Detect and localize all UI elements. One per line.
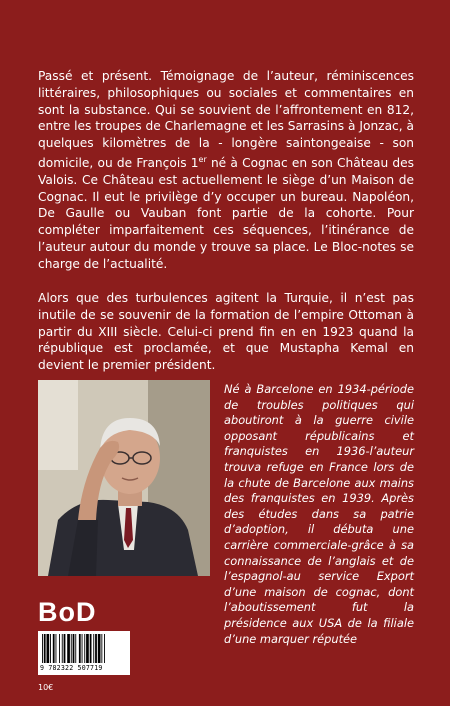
isbn-number: 9 782322 507719 (40, 664, 103, 672)
barcode-bar (53, 634, 55, 663)
barcode-bar (75, 634, 76, 663)
barcode-bar (64, 634, 66, 663)
barcode-bar (82, 634, 83, 663)
barcode-bar (56, 634, 57, 663)
barcode-bar (95, 634, 97, 663)
barcode-bar (71, 634, 72, 663)
barcode-bar (73, 634, 75, 663)
bod-logo: BoD (38, 597, 97, 627)
barcode-bar (79, 634, 81, 663)
author-photo (38, 380, 210, 576)
summary-paragraph-2: Alors que des turbulences agitent la Turquie, il n’est pas inutile de se souvenir de la formation de l’empire Ottoman à partir du XIII siècle. Celui-ci prend fin en en 1923 quand la république est proclamée, et que Mustapha Kemal en devient le premier président. (38, 291, 414, 373)
barcode-bar (104, 634, 105, 663)
barcode-bar (67, 634, 70, 663)
barcode-bar (59, 634, 60, 663)
barcode-bar (62, 634, 63, 663)
barcode-bar (50, 634, 51, 663)
summary-text-part-2: né à Cognac en son Château des Valois. Ce Château est actuellement le siège d’un Maison de Cognac. Il eut le privilège d’y occuper un bureau. Napoléon, De Gaulle ou Vauban font partie de la cohorte. Pour compléter imparfaitement ces séquences, l’itinérance de l’auteur autour du monde y trouve sa place. Le Bloc-notes se charge de l’actualité. (38, 156, 415, 271)
barcode-bar (42, 634, 43, 663)
barcode-bar (101, 634, 102, 663)
barcode-bar (93, 634, 94, 663)
barcode-bar (90, 634, 92, 663)
barcode-bar (86, 634, 89, 663)
author-biography: Né à Barcelone en 1934-période de troubles politiques qui aboutiront à la guerre civile opposant républicains et franquistes en 1936-l’auteur trouva refuge en France lors de la chute de Barcelone aux mains des franquistes en 1939. Après des études dans sa patrie d’adoption, il débuta une carrière commerciale-grâce à sa connaissance de l’anglais et de l’espagnol-au service Export d’une maison de cognac, dont l’aboutissement fut la présidence aux USA de la filiale d’une marquer réputée (224, 382, 414, 646)
barcode-bar (44, 634, 46, 663)
price-label: 10€ (38, 683, 54, 692)
barcode-bar (84, 634, 85, 663)
summary-text-part-1: Passé et présent. Témoignage de l’auteur, réminiscences littéraires, philosophiques ou sociales et commentaires en sont la substance. Qui se souvient de l’affrontement en 812, entre les troupes de Charlemagne et les Sarrasins à Jonzac, à quelques kilomètres de la - longère saintongeaise - son domicile, ou de François 1 (38, 69, 414, 171)
superscript-er: er (198, 154, 207, 164)
summary-paragraph-1 (38, 68, 414, 273)
barcode-bar (98, 634, 101, 663)
barcode-bar (47, 634, 50, 663)
